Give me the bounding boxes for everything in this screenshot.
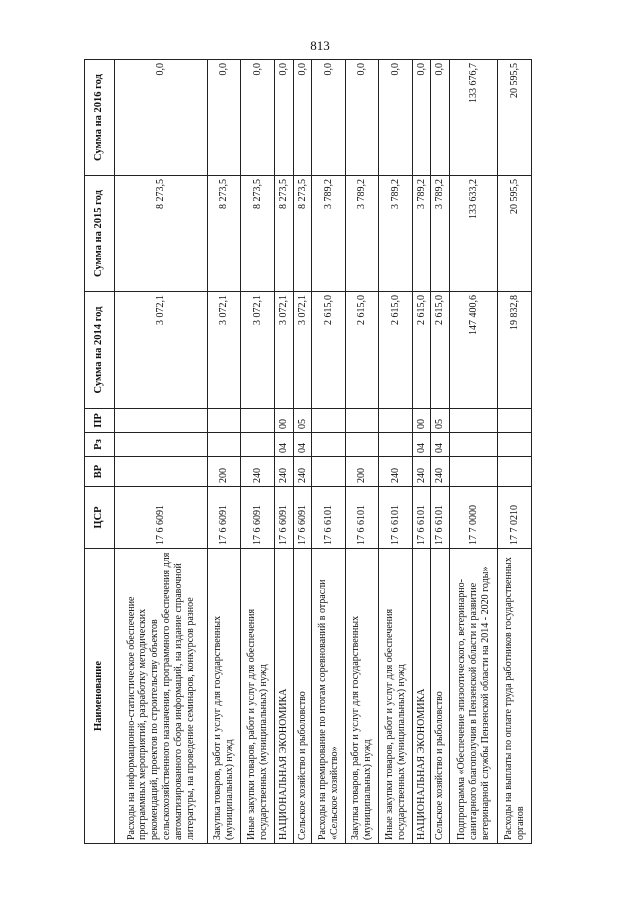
- table-row: [450, 60, 498, 844]
- budget-table: [84, 59, 532, 844]
- cell-csr: 17 6 6101: [412, 487, 431, 549]
- cell-sum-2016: 0,0: [345, 60, 379, 176]
- cell-sum-2016: 20 595,5: [498, 60, 532, 176]
- cell-sum-2015: 133 633,2: [450, 176, 498, 292]
- cell-name: Расходы на выплаты по оплате труда работников государственных органов: [498, 549, 532, 844]
- table-row: [412, 60, 431, 844]
- cell-pr: [241, 409, 275, 433]
- cell-name: Расходы на информационно-статистическое обеспечение программных мероприятий, разработку методических рекомендаций, проектов по строительству объектов сельскохозяйственного назначения, программного обеспечения для автоматизированного сбора информаций, на издание справочной литературы, на проведение семинаров, конкурсов разное: [115, 549, 208, 844]
- rotated-table-container: [84, 60, 532, 844]
- cell-name: Расходы на премирование по итогам соревнований в отрасли «Сельское хозяйство»: [312, 549, 346, 844]
- cell-pr: [312, 409, 346, 433]
- cell-name: НАЦИОНАЛЬНАЯ ЭКОНОМИКА: [412, 549, 431, 844]
- cell-vr: 240: [293, 457, 312, 487]
- cell-vr: [498, 457, 532, 487]
- cell-rz: [498, 433, 532, 457]
- cell-csr: 17 6 6101: [312, 487, 346, 549]
- cell-pr: [450, 409, 498, 433]
- cell-vr: 240: [274, 457, 293, 487]
- cell-sum-2014: 2 615,0: [312, 292, 346, 409]
- cell-pr: [379, 409, 413, 433]
- cell-sum-2015: 8 273,5: [241, 176, 275, 292]
- table-row: [498, 60, 532, 844]
- cell-sum-2016: 0,0: [115, 60, 208, 176]
- cell-vr: [450, 457, 498, 487]
- table-header-row: [85, 60, 115, 844]
- cell-sum-2015: 8 273,5: [274, 176, 293, 292]
- cell-rz: [241, 433, 275, 457]
- cell-sum-2016: 0,0: [412, 60, 431, 176]
- table-row: [207, 60, 241, 844]
- cell-pr: [498, 409, 532, 433]
- table-row: [379, 60, 413, 844]
- cell-csr: 17 6 6091: [274, 487, 293, 549]
- cell-sum-2015: 8 273,5: [207, 176, 241, 292]
- cell-sum-2015: 3 789,2: [312, 176, 346, 292]
- cell-rz: [450, 433, 498, 457]
- cell-csr: 17 6 6101: [345, 487, 379, 549]
- cell-sum-2016: 133 676,7: [450, 60, 498, 176]
- cell-sum-2016: 0,0: [293, 60, 312, 176]
- cell-vr: 240: [412, 457, 431, 487]
- cell-name: Сельское хозяйство и рыболовство: [293, 549, 312, 844]
- table-row: [431, 60, 450, 844]
- cell-csr: 17 7 0000: [450, 487, 498, 549]
- cell-name: Иные закупки товаров, работ и услуг для обеспечения государственных (муниципальных) нужд: [241, 549, 275, 844]
- cell-csr: 17 6 6091: [293, 487, 312, 549]
- table-row: [274, 60, 293, 844]
- cell-rz: [115, 433, 208, 457]
- cell-sum-2014: 2 615,0: [345, 292, 379, 409]
- cell-csr: 17 6 6101: [431, 487, 450, 549]
- cell-rz: 04: [412, 433, 431, 457]
- page-number: 813: [310, 38, 330, 53]
- table-body: [115, 60, 532, 844]
- cell-sum-2014: 147 400,6: [450, 292, 498, 409]
- cell-pr: [345, 409, 379, 433]
- header-pr: ПР: [85, 409, 115, 433]
- cell-vr: 240: [431, 457, 450, 487]
- header-sum-2016: Сумма на 2016 год: [85, 60, 115, 176]
- cell-sum-2015: 3 789,2: [412, 176, 431, 292]
- cell-pr: [207, 409, 241, 433]
- cell-sum-2014: 3 072,1: [115, 292, 208, 409]
- cell-pr: 05: [431, 409, 450, 433]
- cell-sum-2014: 3 072,1: [293, 292, 312, 409]
- cell-pr: 00: [412, 409, 431, 433]
- cell-sum-2014: 3 072,1: [241, 292, 275, 409]
- cell-name: Иные закупки товаров, работ и услуг для обеспечения государственных (муниципальных) нужд: [379, 549, 413, 844]
- cell-rz: 04: [274, 433, 293, 457]
- cell-name: НАЦИОНАЛЬНАЯ ЭКОНОМИКА: [274, 549, 293, 844]
- cell-sum-2016: 0,0: [274, 60, 293, 176]
- cell-csr: 17 6 6101: [379, 487, 413, 549]
- cell-csr: 17 7 0210: [498, 487, 532, 549]
- cell-csr: 17 6 6091: [207, 487, 241, 549]
- header-sum-2015: Сумма на 2015 год: [85, 176, 115, 292]
- cell-rz: [312, 433, 346, 457]
- cell-pr: 05: [293, 409, 312, 433]
- header-csr: ЦСР: [85, 487, 115, 549]
- cell-vr: 240: [241, 457, 275, 487]
- table-row: [241, 60, 275, 844]
- cell-sum-2014: 2 615,0: [431, 292, 450, 409]
- header-vr: ВР: [85, 457, 115, 487]
- cell-sum-2015: 3 789,2: [379, 176, 413, 292]
- table-row: [312, 60, 346, 844]
- cell-sum-2015: 3 789,2: [345, 176, 379, 292]
- cell-rz: 04: [431, 433, 450, 457]
- cell-sum-2014: 3 072,1: [274, 292, 293, 409]
- cell-vr: 200: [207, 457, 241, 487]
- cell-rz: [345, 433, 379, 457]
- cell-sum-2016: 0,0: [241, 60, 275, 176]
- cell-sum-2014: 3 072,1: [207, 292, 241, 409]
- cell-sum-2016: 0,0: [379, 60, 413, 176]
- header-name: Наименование: [85, 549, 115, 844]
- table-row: [293, 60, 312, 844]
- cell-sum-2014: 2 615,0: [379, 292, 413, 409]
- cell-vr: [312, 457, 346, 487]
- cell-rz: [379, 433, 413, 457]
- cell-name: Подпрограмма «Обеспечение эпизоотического, ветеринарно-санитарного благополучия в Пензенской области и развитие ветеринарной службы Пензенской области на 2014 - 2020 годы»: [450, 549, 498, 844]
- header-rz: Рз: [85, 433, 115, 457]
- cell-sum-2015: 8 273,5: [115, 176, 208, 292]
- cell-name: Закупка товаров, работ и услуг для государственных (муниципальных) нужд: [345, 549, 379, 844]
- cell-vr: 200: [345, 457, 379, 487]
- cell-rz: [207, 433, 241, 457]
- cell-csr: 17 6 6091: [115, 487, 208, 549]
- cell-vr: [115, 457, 208, 487]
- cell-name: Сельское хозяйство и рыболовство: [431, 549, 450, 844]
- cell-sum-2016: 0,0: [431, 60, 450, 176]
- table-row: [345, 60, 379, 844]
- cell-pr: 00: [274, 409, 293, 433]
- cell-sum-2014: 19 832,8: [498, 292, 532, 409]
- cell-pr: [115, 409, 208, 433]
- cell-sum-2016: 0,0: [312, 60, 346, 176]
- cell-csr: 17 6 6091: [241, 487, 275, 549]
- cell-rz: 04: [293, 433, 312, 457]
- cell-sum-2016: 0,0: [207, 60, 241, 176]
- cell-sum-2015: 8 273,5: [293, 176, 312, 292]
- header-sum-2014: Сумма на 2014 год: [85, 292, 115, 409]
- cell-vr: 240: [379, 457, 413, 487]
- cell-sum-2015: 20 595,5: [498, 176, 532, 292]
- cell-sum-2014: 2 615,0: [412, 292, 431, 409]
- cell-sum-2015: 3 789,2: [431, 176, 450, 292]
- cell-name: Закупка товаров, работ и услуг для государственных (муниципальных) нужд: [207, 549, 241, 844]
- table-row: [115, 60, 208, 844]
